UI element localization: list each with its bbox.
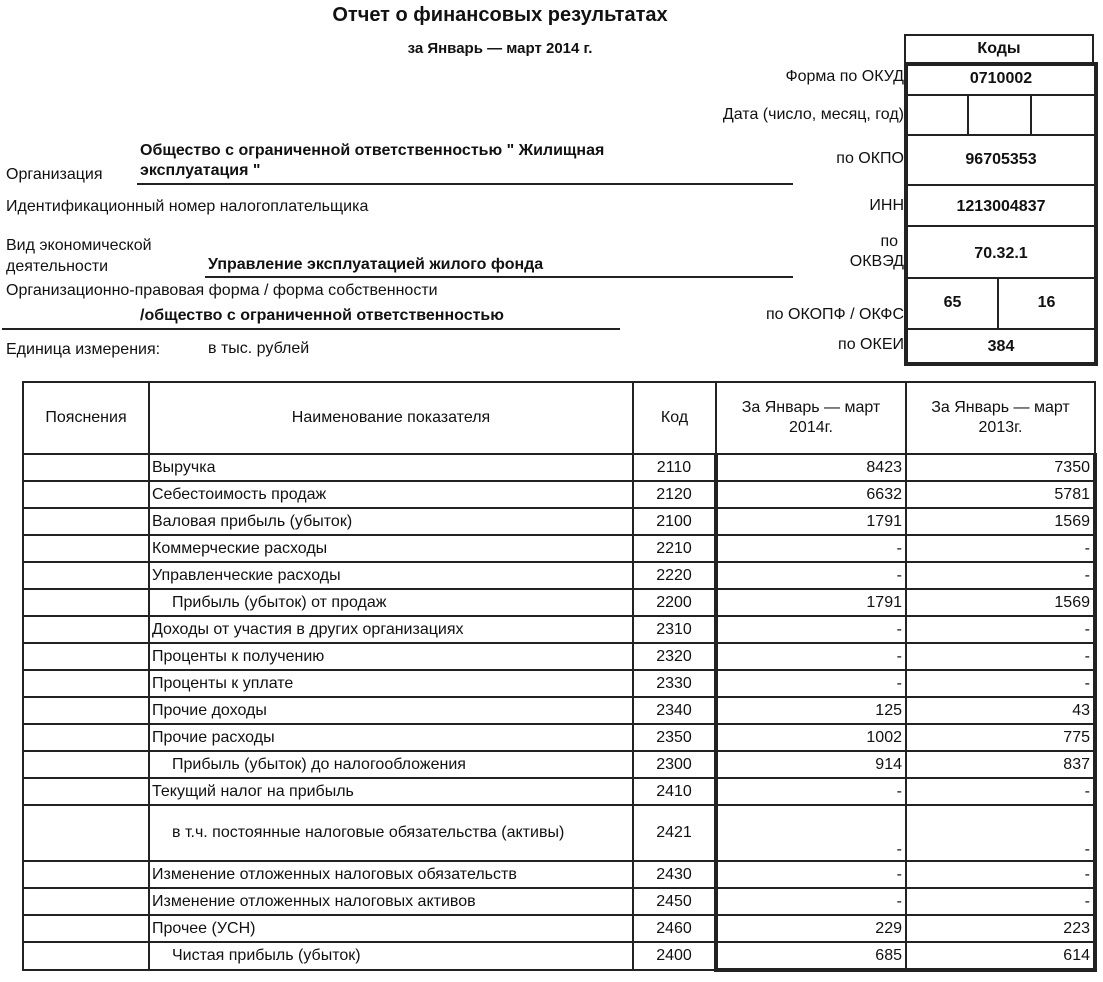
row-value-previous: 775	[906, 724, 1095, 751]
row-value-previous: 614	[906, 942, 1095, 970]
row-value-current: 914	[716, 751, 906, 778]
row-notes-cell	[23, 589, 149, 616]
activity-label-2: деятельности	[6, 258, 109, 275]
activity-label-1: Вид экономической	[6, 237, 152, 254]
row-notes-cell	[23, 915, 149, 942]
row-value-previous: -	[906, 535, 1095, 562]
inn-label-short: ИНН	[869, 197, 904, 214]
row-value-current: -	[716, 643, 906, 670]
row-notes-cell	[23, 751, 149, 778]
row-value-current: 229	[716, 915, 906, 942]
okfs-code: 16	[1037, 294, 1056, 311]
row-name: Прибыль (убыток) до налогообложения	[149, 751, 633, 778]
row-code: 2320	[633, 643, 716, 670]
org-label: Организация	[6, 166, 103, 183]
row-value-previous: -	[906, 778, 1095, 805]
row-value-previous: -	[906, 861, 1095, 888]
okopf-label: по ОКОПФ / ОКФС	[766, 306, 904, 323]
table-row	[23, 751, 1095, 778]
table-row	[23, 589, 1095, 616]
row-notes-cell	[23, 535, 149, 562]
row-notes-cell	[23, 805, 149, 861]
row-code: 2120	[633, 481, 716, 508]
okud-code: 0710002	[969, 70, 1033, 87]
unit-label: Единица измерения:	[6, 341, 161, 358]
col-header-name: Наименование показателя	[149, 382, 633, 454]
row-value-previous: 223	[906, 915, 1095, 942]
unit-value: в тыс. рублей	[208, 340, 310, 357]
activity-value: Управление эксплуатацией жилого фонда	[208, 256, 544, 273]
report-title: Отчет о финансовых результатах	[332, 4, 668, 26]
okud-label: Форма по ОКУД	[785, 68, 904, 85]
inn-code: 1213004837	[956, 198, 1046, 215]
row-notes-cell	[23, 888, 149, 915]
row-name: Проценты к получению	[149, 643, 633, 670]
row-value-current: 1791	[716, 589, 906, 616]
form-label: Организационно-правовая форма / форма собственности	[6, 282, 438, 299]
row-name: Коммерческие расходы	[149, 535, 633, 562]
row-value-current: -	[716, 888, 906, 915]
table-row	[23, 805, 1095, 861]
row-value-current: 6632	[716, 481, 906, 508]
row-code: 2421	[633, 805, 716, 861]
row-code: 2110	[633, 454, 716, 481]
okei-code: 384	[987, 338, 1015, 355]
table-row	[23, 616, 1095, 643]
row-name: Чистая прибыль (убыток)	[149, 942, 633, 970]
row-name: Прочие доходы	[149, 697, 633, 724]
row-notes-cell	[23, 562, 149, 589]
row-code: 2430	[633, 861, 716, 888]
row-name: Текущий налог на прибыль	[149, 778, 633, 805]
table-row	[23, 888, 1095, 915]
row-notes-cell	[23, 697, 149, 724]
okved-code: 70.32.1	[974, 245, 1028, 262]
row-code: 2460	[633, 915, 716, 942]
row-name: Управленческие расходы	[149, 562, 633, 589]
row-name: Себестоимость продаж	[149, 481, 633, 508]
row-notes-cell	[23, 616, 149, 643]
table-row	[23, 697, 1095, 724]
row-name: Проценты к уплате	[149, 670, 633, 697]
row-value-current: -	[716, 861, 906, 888]
row-value-current: 8423	[716, 454, 906, 481]
row-code: 2350	[633, 724, 716, 751]
row-value-current: 1791	[716, 508, 906, 535]
row-name: Выручка	[149, 454, 633, 481]
row-code: 2300	[633, 751, 716, 778]
row-code: 2220	[633, 562, 716, 589]
table-row	[23, 670, 1095, 697]
row-value-current: -	[716, 670, 906, 697]
row-notes-cell	[23, 778, 149, 805]
table-header-row	[23, 382, 1095, 454]
codes-heading: Коды	[904, 34, 1094, 64]
report-period: за Январь — март 2014 г.	[407, 40, 593, 57]
okved-label-1: по	[880, 233, 898, 250]
org-name-line-2: эксплуатация "	[140, 162, 261, 179]
date-label: Дата (число, месяц, год)	[722, 106, 904, 123]
row-notes-cell	[23, 643, 149, 670]
table-row	[23, 942, 1095, 970]
row-value-current: -	[716, 616, 906, 643]
okopf-code: 65	[943, 294, 962, 311]
row-value-previous: 5781	[906, 481, 1095, 508]
row-name: Прибыль (убыток) от продаж	[149, 589, 633, 616]
financial-results-table	[22, 381, 1097, 972]
okved-label-2: ОКВЭД	[849, 253, 904, 270]
table-row	[23, 861, 1095, 888]
table-row	[23, 535, 1095, 562]
table-row	[23, 562, 1095, 589]
okei-label: по ОКЕИ	[838, 336, 904, 353]
table-row	[23, 724, 1095, 751]
org-name-line-1: Общество с ограниченной ответственностью " Жилищная	[140, 142, 605, 159]
row-value-previous: -	[906, 805, 1095, 861]
table-row	[23, 778, 1095, 805]
row-notes-cell	[23, 481, 149, 508]
row-value-current: -	[716, 562, 906, 589]
table-row	[23, 643, 1095, 670]
row-code: 2100	[633, 508, 716, 535]
row-notes-cell	[23, 454, 149, 481]
row-value-previous: -	[906, 616, 1095, 643]
row-code: 2410	[633, 778, 716, 805]
row-name: Прочие расходы	[149, 724, 633, 751]
row-value-previous: 7350	[906, 454, 1095, 481]
row-notes-cell	[23, 508, 149, 535]
row-code: 2210	[633, 535, 716, 562]
table-row	[23, 508, 1095, 535]
row-value-previous: -	[906, 670, 1095, 697]
row-value-current: 685	[716, 942, 906, 970]
row-code: 2400	[633, 942, 716, 970]
row-value-previous: -	[906, 643, 1095, 670]
row-name: Изменение отложенных налоговых активов	[149, 888, 633, 915]
row-value-current: 1002	[716, 724, 906, 751]
form-value: /общество с ограниченной ответственностью	[140, 307, 504, 324]
row-code: 2200	[633, 589, 716, 616]
row-value-previous: -	[906, 562, 1095, 589]
row-notes-cell	[23, 942, 149, 970]
row-name: Изменение отложенных налоговых обязательств	[149, 861, 633, 888]
row-name: в т.ч. постоянные налоговые обязательства (активы)	[149, 805, 633, 861]
table-row	[23, 481, 1095, 508]
row-code: 2450	[633, 888, 716, 915]
col-header-previous: За Январь — март 2013г.	[906, 382, 1095, 454]
row-value-previous: 837	[906, 751, 1095, 778]
row-notes-cell	[23, 724, 149, 751]
row-value-previous: -	[906, 888, 1095, 915]
col-header-notes: Пояснения	[23, 382, 149, 454]
row-value-current: -	[716, 535, 906, 562]
table-row	[23, 915, 1095, 942]
row-name: Прочее (УСН)	[149, 915, 633, 942]
row-value-current: 125	[716, 697, 906, 724]
col-header-current: За Январь — март 2014г.	[716, 382, 906, 454]
okpo-label: по ОКПО	[836, 150, 904, 167]
row-value-current: -	[716, 805, 906, 861]
row-value-previous: 43	[906, 697, 1095, 724]
okpo-code: 96705353	[965, 151, 1037, 168]
row-code: 2340	[633, 697, 716, 724]
col-header-code: Код	[633, 382, 716, 454]
row-name: Валовая прибыль (убыток)	[149, 508, 633, 535]
row-code: 2310	[633, 616, 716, 643]
row-value-previous: 1569	[906, 508, 1095, 535]
inn-label-long: Идентификационный номер налогоплательщика	[6, 198, 369, 215]
row-value-previous: 1569	[906, 589, 1095, 616]
row-code: 2330	[633, 670, 716, 697]
table-row	[23, 454, 1095, 481]
row-notes-cell	[23, 670, 149, 697]
row-notes-cell	[23, 861, 149, 888]
row-value-current: -	[716, 778, 906, 805]
row-name: Доходы от участия в других организациях	[149, 616, 633, 643]
